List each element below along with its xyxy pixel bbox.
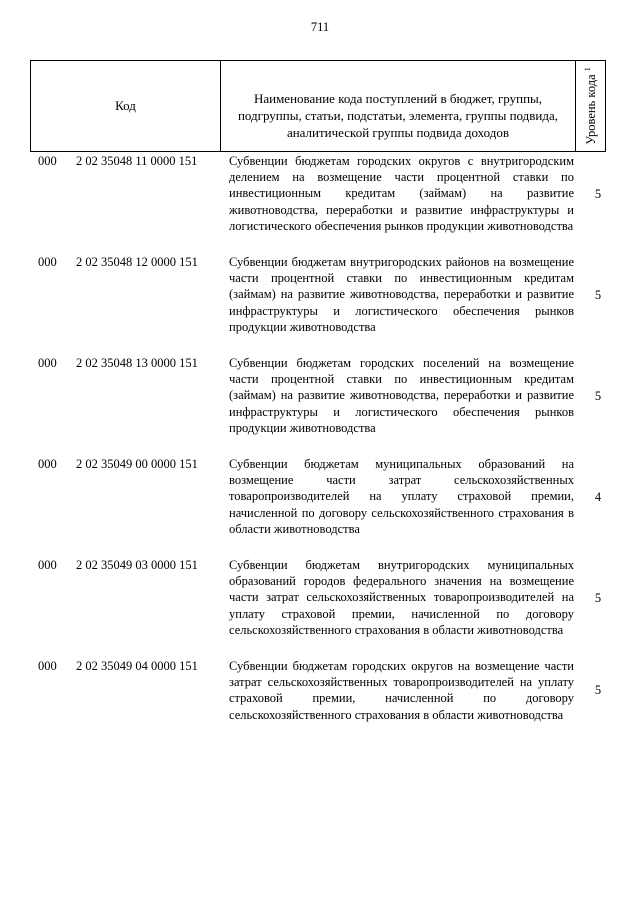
row-income-code: 2 02 35048 11 0000 151: [76, 154, 198, 168]
table-row: [38, 153, 606, 234]
table-body: [38, 153, 606, 743]
row-level: 4: [594, 489, 602, 504]
row-admin-code: 000: [38, 558, 57, 573]
header-code-column: Код: [31, 61, 221, 151]
row-level: 5: [594, 186, 602, 201]
header-level-footnote: 1: [582, 67, 592, 72]
row-level: 5: [594, 388, 602, 403]
row-level: 5: [594, 590, 602, 605]
page-number: 711: [310, 20, 330, 34]
header-level-text: Уровень кода: [583, 74, 598, 145]
row-income-name: Субвенции бюджетам внутригородских районов на возмещение части процентной ставки по инвестиционным кредитам (займам) на развитие животноводства, переработки и развитие инфраструктуры и логистического обеспечения рынков продукции животноводства: [229, 255, 574, 334]
row-admin-code: 000: [38, 457, 57, 472]
table-row: [38, 254, 606, 335]
row-income-code: 2 02 35048 13 0000 151: [76, 356, 198, 371]
row-income-name: Субвенции бюджетам внутригородских муниципальных образований городов федерального значения на возмещение части затрат сельскохозяйственных товаропроизводителей на уплату страховой премии, начисленной по договору сельскохозяйственного страхования в области животноводства: [229, 558, 574, 637]
header-name-column: Наименование кода поступлений в бюджет, группы, подгруппы, статьи, подстатьи, элемента, группы подвида, аналитической группы подвида доходов: [221, 61, 576, 151]
table-row: [38, 456, 606, 537]
row-level: 5: [594, 683, 602, 698]
row-income-code: 2 02 35049 03 0000 151: [76, 558, 198, 573]
row-admin-code: 000: [38, 659, 57, 674]
row-admin-code: 000: [38, 255, 57, 270]
row-income-name: Субвенции бюджетам муниципальных образований на возмещение части затрат сельскохозяйственных товаропроизводителей на уплату страховой премии, начисленной по договору сельскохозяйственного страхования в области животноводства: [229, 457, 574, 536]
row-level: 5: [594, 287, 602, 302]
row-income-name: Субвенции бюджетам городских округов на возмещение части затрат сельскохозяйственных товаропроизводителей на уплату страховой премии, начисленной по договору сельскохозяйственного страхования в области животноводства: [229, 659, 574, 722]
table-row: [38, 355, 606, 436]
table-header: [30, 60, 606, 152]
header-level-label: [582, 67, 598, 145]
row-income-code: 2 02 35048 12 0000 151: [76, 255, 198, 270]
header-level-column: [576, 61, 605, 151]
row-income-code: 2 02 35049 00 0000 151: [76, 457, 198, 472]
table-row: [38, 557, 606, 638]
row-income-code: 2 02 35049 04 0000 151: [76, 659, 198, 674]
row-admin-code: 000: [38, 154, 57, 168]
row-admin-code: 000: [38, 356, 57, 371]
row-income-name: Субвенции бюджетам городских поселений на возмещение части процентной ставки по инвестиционным кредитам (займам) на развитие животноводства, переработки и развитие инфраструктуры и логистического обеспечения рынков продукции животноводства: [229, 356, 574, 435]
row-income-name: Субвенции бюджетам городских округов с внутригородским делением на возмещение части процентной ставки по инвестиционным кредитам (займам) на развитие животноводства, переработки и развитие инфраструктуры и логистического обеспечения рынков продукции животноводства: [229, 154, 574, 233]
table-row: [38, 658, 606, 723]
